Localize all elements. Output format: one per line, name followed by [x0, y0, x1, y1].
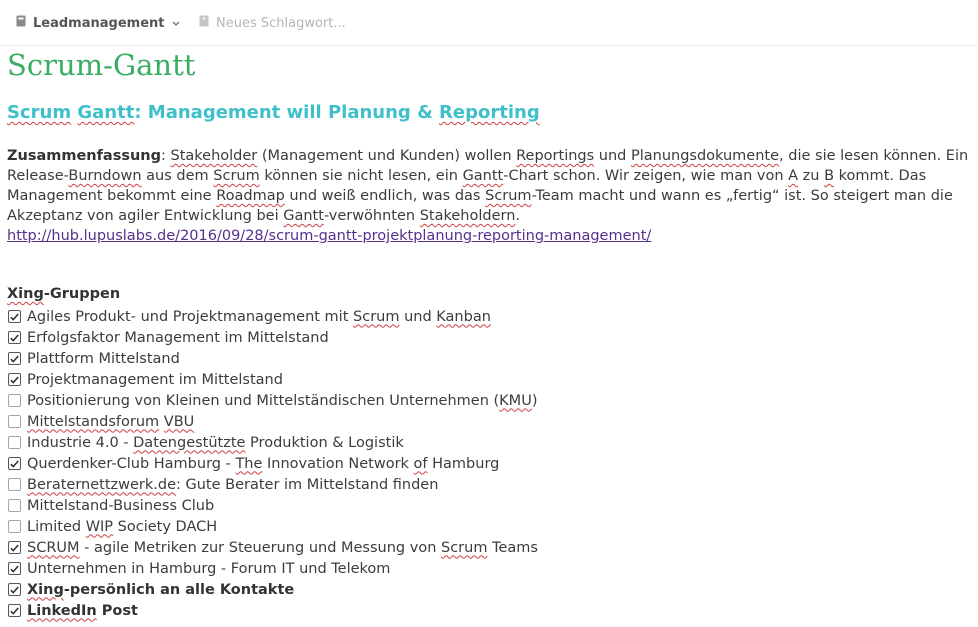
checkmark-icon [10, 460, 19, 468]
article-link[interactable]: http://hub.lupuslabs.de/2016/09/28/scrum-gantt-projektplanung-reporting-management/ [7, 228, 652, 244]
checklist-item [8, 537, 538, 558]
summary-word: Gantt [462, 168, 504, 184]
checklist-item-label [27, 603, 138, 619]
checkbox[interactable] [8, 520, 21, 533]
note-title[interactable]: Scrum-Gantt [7, 48, 196, 82]
summary-text: , die sie lesen können. Ein [779, 148, 969, 164]
checklist-item [8, 432, 538, 453]
checkbox[interactable] [8, 457, 21, 470]
checkbox[interactable] [8, 499, 21, 512]
summary-text: Management bekommt eine [7, 188, 217, 204]
checklist-item-label [27, 372, 283, 388]
heading-word: Scrum [7, 102, 72, 123]
summary-word: Burndown [68, 168, 142, 184]
item-text: Mittelstandsforum [27, 413, 160, 430]
heading-word: Reporting [439, 102, 540, 123]
checklist-item [8, 579, 538, 600]
checklist-item-label [27, 519, 217, 535]
checkmark-icon [10, 607, 19, 615]
item-text: und [399, 308, 437, 325]
heading-text: : Management will Planung & [134, 102, 440, 123]
summary-label: Zusammenfassung [7, 148, 162, 164]
summary-text: -Team macht und wann es „fertig“ ist. So steigert man die [531, 188, 953, 204]
checklist-item [8, 453, 538, 474]
summary-word: Stakeholdern [419, 208, 516, 224]
heading-word: Xing [7, 286, 44, 302]
note-toolbar [0, 0, 978, 46]
item-text: - agile Metriken zur Steuerung und Messung von [79, 539, 441, 556]
item-text: Erfolgsfaktor Management im Mittelstand [27, 329, 329, 346]
checkbox[interactable] [8, 562, 21, 575]
checkbox[interactable] [8, 310, 21, 323]
checklist-item-label [27, 414, 194, 430]
summary-word: Scrum [485, 188, 532, 204]
summary-text: und weiß endlich, was das [284, 188, 486, 204]
item-text: Datengestützte [133, 434, 246, 451]
summary-word: B [824, 168, 835, 184]
checklist-item [8, 327, 538, 348]
item-text: Xing [27, 581, 64, 598]
checkmark-icon [10, 355, 19, 363]
notebook-selector[interactable] [16, 15, 180, 31]
checklist-item [8, 369, 538, 390]
item-text: Scrum [353, 308, 400, 325]
item-text: of [413, 455, 428, 472]
xing-group-checklist [8, 306, 538, 621]
checkmark-icon [10, 586, 19, 594]
checklist-item-label [27, 540, 538, 556]
checklist-item-label [27, 582, 294, 598]
notebook-icon [16, 15, 26, 31]
item-text: Unternehmen in Hamburg - Forum IT und Telekom [27, 560, 391, 577]
item-text: Industrie 4.0 - [27, 434, 134, 451]
item-text: Beraternettzwerk.de [27, 476, 176, 493]
summary-word: Reportings [516, 148, 595, 164]
item-text: ) [531, 392, 538, 409]
checkbox[interactable] [8, 541, 21, 554]
summary-text: : [161, 148, 171, 164]
item-text: : Gute Berater im Mittelstand finden [176, 476, 439, 493]
item-text: Hamburg [427, 455, 500, 472]
checklist-item [8, 306, 538, 327]
summary-word: Gantt [283, 208, 324, 224]
checklist-item [8, 348, 538, 369]
checkmark-icon [10, 334, 19, 342]
checkbox[interactable] [8, 436, 21, 449]
summary-text: können sie nicht lesen, ein [259, 168, 463, 184]
checklist-item-label [27, 435, 404, 451]
summary-word: Scrum [213, 168, 260, 184]
checklist-item-label [27, 351, 180, 367]
tag-input[interactable] [199, 15, 346, 31]
summary-paragraph [7, 146, 972, 246]
checkbox[interactable] [8, 415, 21, 428]
checkbox[interactable] [8, 352, 21, 365]
checklist-item-label [27, 477, 438, 493]
summary-text: aus dem [141, 168, 214, 184]
item-text: Scrum [441, 539, 488, 556]
checklist-item [8, 411, 538, 432]
checkbox[interactable] [8, 331, 21, 344]
item-text: VBU [163, 413, 195, 430]
checkbox[interactable] [8, 604, 21, 617]
item-text: Kanban [436, 308, 491, 325]
checkmark-icon [10, 376, 19, 384]
item-text: Innovation Network [262, 455, 414, 472]
checkmark-icon [10, 544, 19, 552]
checklist-item [8, 495, 538, 516]
summary-word: A [788, 168, 799, 184]
summary-text: -verwöhnten [323, 208, 420, 224]
summary-word: Stakeholder [170, 148, 258, 164]
heading-text: -Gruppen [43, 286, 121, 302]
checkbox[interactable] [8, 373, 21, 386]
summary-word: Roadmap [216, 188, 285, 204]
item-text: Agiles Produkt- und Projektmanagement mit [27, 308, 354, 325]
summary-text: und [594, 148, 631, 164]
item-text: Projektmanagement im Mittelstand [27, 371, 283, 388]
checklist-item-label [27, 393, 537, 409]
item-text: WIP [85, 518, 114, 535]
item-text: Society DACH [113, 518, 218, 535]
checklist-item [8, 516, 538, 537]
item-text: Teams [487, 539, 538, 556]
item-text: Positionierung von Kleinen und Mittelständischen Unternehmen ( [27, 392, 500, 409]
checklist-item-label [27, 561, 390, 577]
item-text: Mittelstand-Business Club [27, 497, 215, 514]
checklist-item-label [27, 330, 329, 346]
chevron-down-icon [172, 16, 180, 31]
heading-word: Gantt [77, 102, 135, 123]
item-text: -persönlich an alle Kontakte [63, 581, 295, 598]
checklist-item [8, 474, 538, 495]
item-text: Produktion & Logistik [245, 434, 404, 451]
checklist-item [8, 390, 538, 411]
item-text: LinkedIn [27, 602, 97, 619]
checklist-item [8, 558, 538, 579]
checkmark-icon [10, 565, 19, 573]
item-text: SCRUM [27, 539, 80, 556]
summary-text: -Chart schon. Wir zeigen, wie man von [503, 168, 789, 184]
summary-text: kommt. Das [834, 168, 927, 184]
checkmark-icon [10, 313, 19, 321]
item-text: Limited [27, 518, 86, 535]
summary-text: . [515, 208, 521, 224]
tag-placeholder: Neues Schlagwort... [216, 15, 346, 31]
checkbox[interactable] [8, 394, 21, 407]
checkbox[interactable] [8, 583, 21, 596]
checkbox[interactable] [8, 478, 21, 491]
tag-icon [199, 15, 209, 31]
summary-text: Release- [7, 168, 69, 184]
item-text: KMU [499, 392, 532, 409]
item-text: Querdenker-Club Hamburg - [27, 455, 236, 472]
item-text: Plattform Mittelstand [27, 350, 180, 367]
summary-text: zu [798, 168, 825, 184]
checklist-item-label [27, 309, 491, 325]
item-text: The [235, 455, 263, 472]
summary-text: Akzeptanz von agiler Entwicklung bei [7, 208, 284, 224]
summary-text: (Management und Kunden) wollen [257, 148, 517, 164]
xing-groups-heading [7, 286, 120, 302]
summary-word: Planungsdokumente [630, 148, 780, 164]
checklist-item-label [27, 498, 214, 514]
checklist-item [8, 600, 538, 621]
notebook-label: Leadmanagement [33, 15, 165, 31]
item-text: Post [96, 602, 138, 619]
note-heading [7, 102, 540, 123]
checklist-item-label [27, 456, 499, 472]
